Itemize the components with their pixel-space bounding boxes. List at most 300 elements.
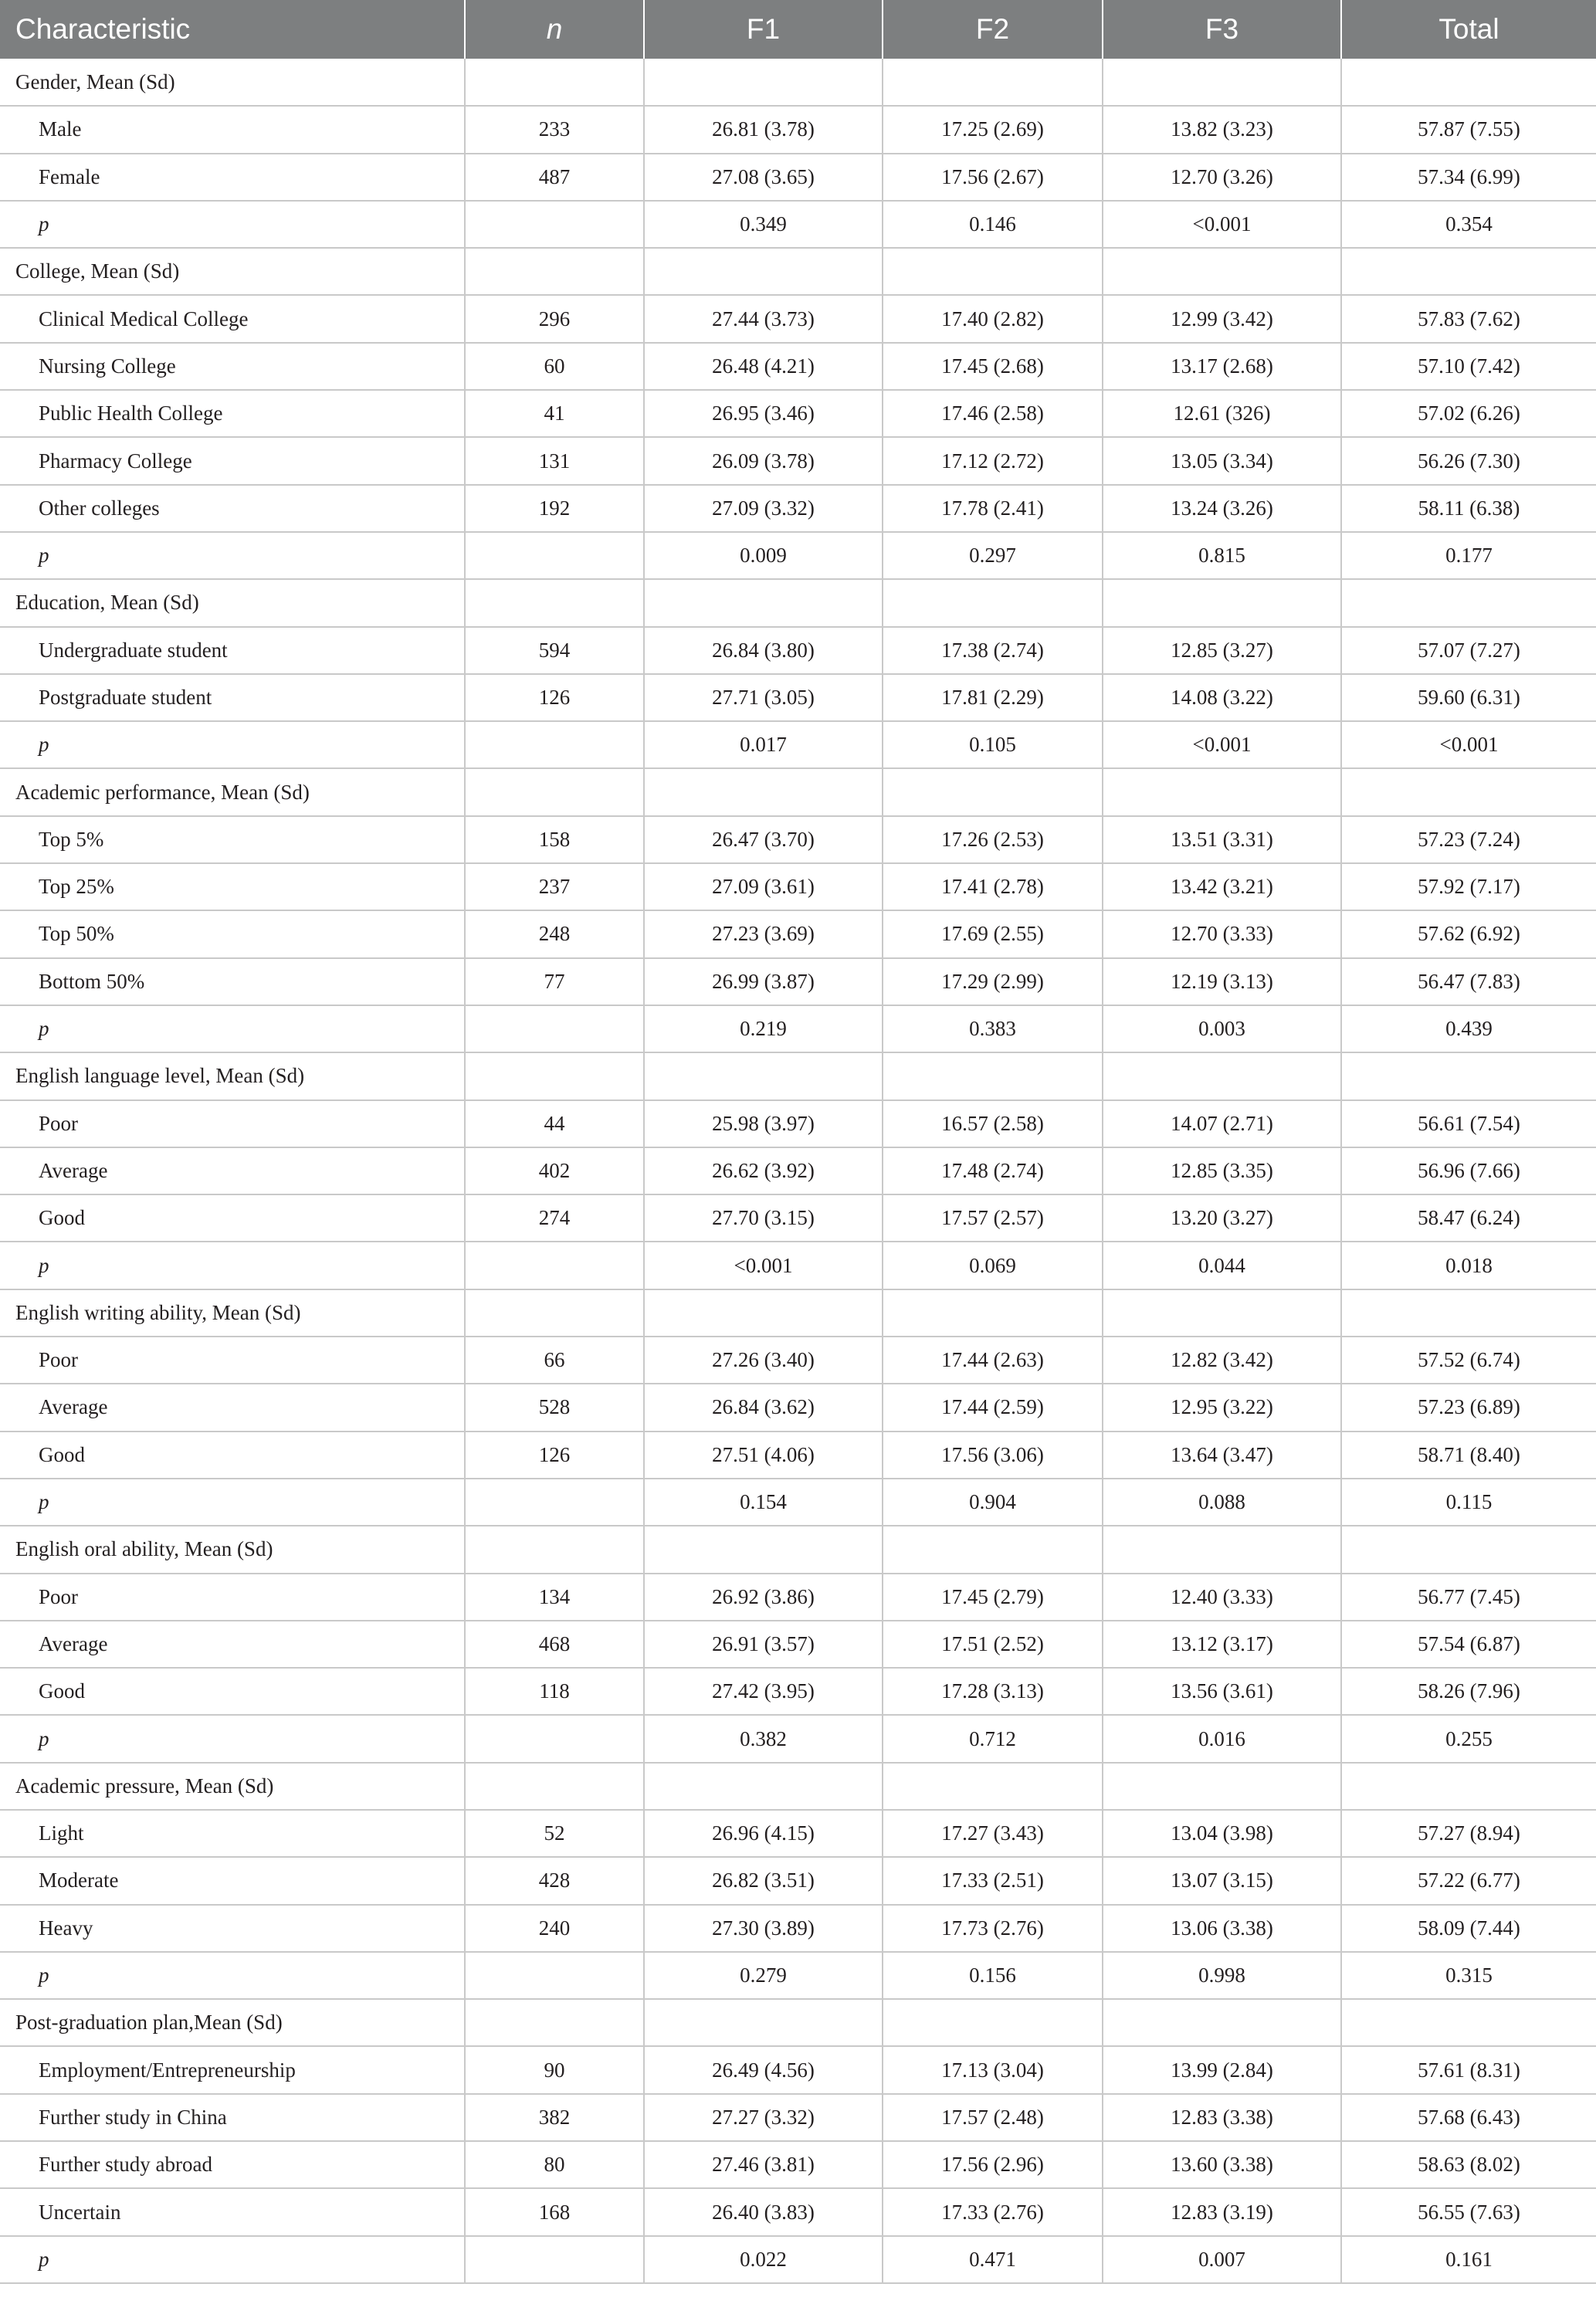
table-row: [0, 2046, 1596, 2093]
table-row: [0, 1668, 1596, 1715]
cell-f1: 0.382: [644, 1715, 883, 1762]
cell-characteristic: Pharmacy College: [0, 437, 465, 484]
header-total: Total: [1341, 0, 1596, 59]
cell-characteristic: Further study abroad: [0, 2141, 465, 2188]
cell-f2: 0.904: [883, 1479, 1103, 1526]
cell-n: 158: [465, 816, 644, 863]
cell-f3: [1103, 1289, 1341, 1337]
cell-characteristic: p: [0, 721, 465, 768]
p-value-row: [0, 1715, 1596, 1762]
cell-characteristic: English writing ability, Mean (Sd): [0, 1289, 465, 1337]
cell-f1: 27.71 (3.05): [644, 674, 883, 721]
cell-characteristic: Nursing College: [0, 343, 465, 390]
cell-f1: 0.219: [644, 1005, 883, 1052]
table-row: [0, 958, 1596, 1005]
cell-f3: 12.85 (3.35): [1103, 1147, 1341, 1194]
table-row: [0, 1574, 1596, 1621]
cell-characteristic: Male: [0, 106, 465, 153]
cell-f2: [883, 579, 1103, 626]
cell-total: 58.26 (7.96): [1341, 1668, 1596, 1715]
cell-characteristic: Undergraduate student: [0, 627, 465, 674]
cell-n: 118: [465, 1668, 644, 1715]
cell-f3: [1103, 59, 1341, 106]
cell-characteristic: p: [0, 532, 465, 579]
cell-n: [465, 532, 644, 579]
cell-f3: [1103, 1052, 1341, 1099]
cell-n: 528: [465, 1384, 644, 1431]
cell-f3: 12.85 (3.27): [1103, 627, 1341, 674]
table-row: [0, 343, 1596, 390]
cell-total: 57.54 (6.87): [1341, 1621, 1596, 1668]
cell-f1: 27.44 (3.73): [644, 295, 883, 342]
cell-f2: 17.44 (2.63): [883, 1337, 1103, 1384]
cell-f3: 0.998: [1103, 1952, 1341, 1999]
cell-f1: 0.009: [644, 532, 883, 579]
cell-f3: [1103, 1999, 1341, 2046]
cell-f1: [644, 1763, 883, 1810]
cell-f3: 12.40 (3.33): [1103, 1574, 1341, 1621]
cell-total: 58.09 (7.44): [1341, 1905, 1596, 1952]
cell-f1: 25.98 (3.97): [644, 1100, 883, 1147]
cell-f2: 17.45 (2.79): [883, 1574, 1103, 1621]
cell-n: 77: [465, 958, 644, 1005]
cell-f3: 12.99 (3.42): [1103, 295, 1341, 342]
group-header-row: [0, 1763, 1596, 1810]
cell-n: 237: [465, 863, 644, 910]
cell-n: [465, 1052, 644, 1099]
cell-n: 66: [465, 1337, 644, 1384]
cell-n: [465, 768, 644, 815]
cell-characteristic: Gender, Mean (Sd): [0, 59, 465, 106]
cell-f3: 13.82 (3.23): [1103, 106, 1341, 153]
cell-total: 0.439: [1341, 1005, 1596, 1052]
cell-characteristic: p: [0, 1242, 465, 1289]
cell-f1: 26.47 (3.70): [644, 816, 883, 863]
cell-characteristic: English oral ability, Mean (Sd): [0, 1526, 465, 1573]
cell-total: [1341, 248, 1596, 295]
table-row: [0, 816, 1596, 863]
cell-f1: 26.91 (3.57): [644, 1621, 883, 1668]
cell-f1: 26.92 (3.86): [644, 1574, 883, 1621]
cell-f2: 17.56 (2.67): [883, 154, 1103, 201]
cell-f1: [644, 1052, 883, 1099]
cell-characteristic: Uncertain: [0, 2188, 465, 2235]
cell-n: 248: [465, 910, 644, 957]
cell-f2: [883, 59, 1103, 106]
cell-f1: 27.70 (3.15): [644, 1194, 883, 1242]
table-row: [0, 1384, 1596, 1431]
cell-n: 126: [465, 1432, 644, 1479]
cell-f1: 26.81 (3.78): [644, 106, 883, 153]
cell-characteristic: Further study in China: [0, 2094, 465, 2141]
cell-n: 192: [465, 485, 644, 532]
cell-f3: 12.95 (3.22): [1103, 1384, 1341, 1431]
cell-total: 57.83 (7.62): [1341, 295, 1596, 342]
cell-total: 57.52 (6.74): [1341, 1337, 1596, 1384]
cell-characteristic: Top 50%: [0, 910, 465, 957]
cell-characteristic: Moderate: [0, 1857, 465, 1904]
cell-f1: [644, 1526, 883, 1573]
cell-f1: 0.279: [644, 1952, 883, 1999]
cell-f1: 0.349: [644, 201, 883, 248]
cell-total: 57.27 (8.94): [1341, 1810, 1596, 1857]
cell-characteristic: Postgraduate student: [0, 674, 465, 721]
cell-f2: 0.105: [883, 721, 1103, 768]
cell-total: [1341, 1763, 1596, 1810]
cell-total: 57.34 (6.99): [1341, 154, 1596, 201]
table-row: [0, 674, 1596, 721]
cell-total: 58.11 (6.38): [1341, 485, 1596, 532]
cell-n: 60: [465, 343, 644, 390]
cell-f1: 27.27 (3.32): [644, 2094, 883, 2141]
table-row: [0, 1100, 1596, 1147]
table-row: [0, 1337, 1596, 1384]
table-row: [0, 485, 1596, 532]
cell-f3: 12.83 (3.38): [1103, 2094, 1341, 2141]
cell-f2: 17.81 (2.29): [883, 674, 1103, 721]
p-value-row: [0, 2236, 1596, 2283]
cell-n: 296: [465, 295, 644, 342]
cell-f2: 0.383: [883, 1005, 1103, 1052]
cell-total: 57.87 (7.55): [1341, 106, 1596, 153]
cell-f2: 17.57 (2.57): [883, 1194, 1103, 1242]
cell-f1: 26.09 (3.78): [644, 437, 883, 484]
cell-f2: 17.56 (3.06): [883, 1432, 1103, 1479]
cell-f2: 17.12 (2.72): [883, 437, 1103, 484]
cell-n: 240: [465, 1905, 644, 1952]
cell-f2: [883, 1526, 1103, 1573]
cell-characteristic: English language level, Mean (Sd): [0, 1052, 465, 1099]
cell-f2: 17.45 (2.68): [883, 343, 1103, 390]
cell-f2: 17.78 (2.41): [883, 485, 1103, 532]
cell-f1: 0.022: [644, 2236, 883, 2283]
cell-f2: 0.146: [883, 201, 1103, 248]
cell-characteristic: p: [0, 201, 465, 248]
cell-characteristic: Top 5%: [0, 816, 465, 863]
cell-f3: 13.05 (3.34): [1103, 437, 1341, 484]
cell-characteristic: Clinical Medical College: [0, 295, 465, 342]
cell-f2: 0.712: [883, 1715, 1103, 1762]
cell-f3: 12.19 (3.13): [1103, 958, 1341, 1005]
cell-n: 80: [465, 2141, 644, 2188]
table-body: [0, 59, 1596, 2283]
cell-total: [1341, 1052, 1596, 1099]
cell-n: [465, 2236, 644, 2283]
p-value-row: [0, 721, 1596, 768]
cell-total: [1341, 768, 1596, 815]
cell-n: 44: [465, 1100, 644, 1147]
table-row: [0, 295, 1596, 342]
header-characteristic: Characteristic: [0, 0, 465, 59]
group-header-row: [0, 248, 1596, 295]
cell-f2: 0.069: [883, 1242, 1103, 1289]
cell-f3: [1103, 768, 1341, 815]
cell-total: 57.10 (7.42): [1341, 343, 1596, 390]
cell-f1: 27.09 (3.32): [644, 485, 883, 532]
cell-f2: 17.33 (2.76): [883, 2188, 1103, 2235]
cell-f2: [883, 1763, 1103, 1810]
cell-f1: 26.82 (3.51): [644, 1857, 883, 1904]
cell-total: 57.68 (6.43): [1341, 2094, 1596, 2141]
header-f1: F1: [644, 0, 883, 59]
cell-f1: 0.017: [644, 721, 883, 768]
cell-f3: 13.99 (2.84): [1103, 2046, 1341, 2093]
cell-total: 56.77 (7.45): [1341, 1574, 1596, 1621]
cell-f1: 27.42 (3.95): [644, 1668, 883, 1715]
table-row: [0, 154, 1596, 201]
cell-characteristic: Poor: [0, 1574, 465, 1621]
table-row: [0, 2188, 1596, 2235]
cell-f2: 17.51 (2.52): [883, 1621, 1103, 1668]
cell-n: 90: [465, 2046, 644, 2093]
cell-total: 56.55 (7.63): [1341, 2188, 1596, 2235]
cell-characteristic: Top 25%: [0, 863, 465, 910]
cell-f2: 17.46 (2.58): [883, 390, 1103, 437]
cell-f3: 13.04 (3.98): [1103, 1810, 1341, 1857]
cell-f2: 17.38 (2.74): [883, 627, 1103, 674]
cell-characteristic: Average: [0, 1621, 465, 1668]
cell-n: [465, 579, 644, 626]
cell-n: [465, 721, 644, 768]
cell-f3: [1103, 579, 1341, 626]
cell-f2: 17.73 (2.76): [883, 1905, 1103, 1952]
cell-characteristic: Poor: [0, 1100, 465, 1147]
cell-n: [465, 1242, 644, 1289]
cell-f3: [1103, 1763, 1341, 1810]
cell-f2: [883, 1289, 1103, 1337]
cell-characteristic: Good: [0, 1668, 465, 1715]
cell-n: [465, 1715, 644, 1762]
cell-characteristic: Heavy: [0, 1905, 465, 1952]
cell-f1: 27.26 (3.40): [644, 1337, 883, 1384]
cell-f2: 17.48 (2.74): [883, 1147, 1103, 1194]
table-row: [0, 1810, 1596, 1857]
cell-f2: 0.297: [883, 532, 1103, 579]
cell-f2: [883, 768, 1103, 815]
cell-f1: 27.30 (3.89): [644, 1905, 883, 1952]
cell-characteristic: Good: [0, 1432, 465, 1479]
cell-f1: 27.08 (3.65): [644, 154, 883, 201]
cell-n: 274: [465, 1194, 644, 1242]
cell-f3: <0.001: [1103, 201, 1341, 248]
cell-n: 134: [465, 1574, 644, 1621]
cell-f1: 26.99 (3.87): [644, 958, 883, 1005]
cell-f3: 12.83 (3.19): [1103, 2188, 1341, 2235]
table-row: [0, 2141, 1596, 2188]
cell-f1: 27.23 (3.69): [644, 910, 883, 957]
cell-f2: 17.56 (2.96): [883, 2141, 1103, 2188]
table-row: [0, 1432, 1596, 1479]
cell-f3: 13.06 (3.38): [1103, 1905, 1341, 1952]
cell-f2: 17.33 (2.51): [883, 1857, 1103, 1904]
cell-f2: [883, 1052, 1103, 1099]
group-header-row: [0, 1289, 1596, 1337]
cell-f2: 0.156: [883, 1952, 1103, 1999]
group-header-row: [0, 59, 1596, 106]
cell-n: 41: [465, 390, 644, 437]
cell-total: 56.61 (7.54): [1341, 1100, 1596, 1147]
cell-characteristic: Light: [0, 1810, 465, 1857]
cell-total: 0.315: [1341, 1952, 1596, 1999]
cell-n: 428: [465, 1857, 644, 1904]
cell-n: [465, 1479, 644, 1526]
p-value-row: [0, 201, 1596, 248]
cell-n: [465, 248, 644, 295]
cell-f1: 26.84 (3.80): [644, 627, 883, 674]
cell-n: [465, 201, 644, 248]
cell-f2: 17.29 (2.99): [883, 958, 1103, 1005]
cell-characteristic: Good: [0, 1194, 465, 1242]
cell-f1: 26.96 (4.15): [644, 1810, 883, 1857]
cell-total: 58.71 (8.40): [1341, 1432, 1596, 1479]
cell-f1: 26.95 (3.46): [644, 390, 883, 437]
cell-n: [465, 1289, 644, 1337]
cell-n: 402: [465, 1147, 644, 1194]
cell-n: 131: [465, 437, 644, 484]
cell-f3: 13.20 (3.27): [1103, 1194, 1341, 1242]
cell-total: 0.255: [1341, 1715, 1596, 1762]
group-header-row: [0, 1526, 1596, 1573]
cell-total: 56.96 (7.66): [1341, 1147, 1596, 1194]
p-value-row: [0, 1479, 1596, 1526]
cell-f1: [644, 579, 883, 626]
cell-total: 59.60 (6.31): [1341, 674, 1596, 721]
cell-n: 594: [465, 627, 644, 674]
cell-total: 57.22 (6.77): [1341, 1857, 1596, 1904]
cell-total: 58.63 (8.02): [1341, 2141, 1596, 2188]
p-value-row: [0, 1005, 1596, 1052]
cell-characteristic: Bottom 50%: [0, 958, 465, 1005]
cell-n: 487: [465, 154, 644, 201]
cell-f1: [644, 1289, 883, 1337]
cell-f3: 13.60 (3.38): [1103, 2141, 1341, 2188]
table-row: [0, 1147, 1596, 1194]
cell-f1: [644, 248, 883, 295]
cell-characteristic: Post-graduation plan,Mean (Sd): [0, 1999, 465, 2046]
table-row: [0, 2094, 1596, 2141]
cell-f1: 27.09 (3.61): [644, 863, 883, 910]
header-row: [0, 0, 1596, 59]
table-row: [0, 1621, 1596, 1668]
cell-total: <0.001: [1341, 721, 1596, 768]
cell-f3: 12.70 (3.33): [1103, 910, 1341, 957]
p-value-row: [0, 532, 1596, 579]
header-f3: F3: [1103, 0, 1341, 59]
cell-f1: 26.48 (4.21): [644, 343, 883, 390]
cell-n: 126: [465, 674, 644, 721]
cell-total: 0.161: [1341, 2236, 1596, 2283]
cell-n: 52: [465, 1810, 644, 1857]
cell-f3: 13.56 (3.61): [1103, 1668, 1341, 1715]
cell-f3: [1103, 1526, 1341, 1573]
cell-f2: [883, 1999, 1103, 2046]
cell-characteristic: Academic performance, Mean (Sd): [0, 768, 465, 815]
cell-f1: [644, 1999, 883, 2046]
cell-total: 0.354: [1341, 201, 1596, 248]
cell-characteristic: Average: [0, 1147, 465, 1194]
cell-total: 57.02 (6.26): [1341, 390, 1596, 437]
cell-total: 57.23 (6.89): [1341, 1384, 1596, 1431]
cell-f2: 17.41 (2.78): [883, 863, 1103, 910]
cell-f3: 0.003: [1103, 1005, 1341, 1052]
cell-f1: 26.84 (3.62): [644, 1384, 883, 1431]
cell-f2: 17.69 (2.55): [883, 910, 1103, 957]
cell-characteristic: p: [0, 1715, 465, 1762]
table-row: [0, 1857, 1596, 1904]
table-row: [0, 863, 1596, 910]
cell-n: [465, 1526, 644, 1573]
cell-f1: [644, 768, 883, 815]
cell-f2: 17.40 (2.82): [883, 295, 1103, 342]
cell-f3: 0.007: [1103, 2236, 1341, 2283]
cell-f1: [644, 59, 883, 106]
cell-f3: 13.17 (2.68): [1103, 343, 1341, 390]
cell-n: 468: [465, 1621, 644, 1668]
cell-total: 0.115: [1341, 1479, 1596, 1526]
cell-f3: 14.08 (3.22): [1103, 674, 1341, 721]
cell-n: [465, 1005, 644, 1052]
cell-f3: 12.70 (3.26): [1103, 154, 1341, 201]
cell-f3: 13.24 (3.26): [1103, 485, 1341, 532]
cell-total: [1341, 59, 1596, 106]
cell-f1: 27.46 (3.81): [644, 2141, 883, 2188]
cell-characteristic: p: [0, 1479, 465, 1526]
cell-f2: 17.13 (3.04): [883, 2046, 1103, 2093]
cell-f3: 13.07 (3.15): [1103, 1857, 1341, 1904]
cell-f3: 13.64 (3.47): [1103, 1432, 1341, 1479]
cell-f1: 26.49 (4.56): [644, 2046, 883, 2093]
cell-total: 0.177: [1341, 532, 1596, 579]
group-header-row: [0, 1999, 1596, 2046]
p-value-row: [0, 1952, 1596, 1999]
cell-f1: 26.40 (3.83): [644, 2188, 883, 2235]
cell-n: 233: [465, 106, 644, 153]
cell-n: [465, 1952, 644, 1999]
cell-f3: 13.42 (3.21): [1103, 863, 1341, 910]
p-value-row: [0, 1242, 1596, 1289]
cell-f1: <0.001: [644, 1242, 883, 1289]
group-header-row: [0, 768, 1596, 815]
cell-total: 56.47 (7.83): [1341, 958, 1596, 1005]
cell-f1: 26.62 (3.92): [644, 1147, 883, 1194]
cell-characteristic: Poor: [0, 1337, 465, 1384]
cell-total: 0.018: [1341, 1242, 1596, 1289]
cell-total: 58.47 (6.24): [1341, 1194, 1596, 1242]
cell-total: [1341, 1999, 1596, 2046]
cell-f3: 12.61 (326): [1103, 390, 1341, 437]
table-row: [0, 910, 1596, 957]
table-row: [0, 437, 1596, 484]
cell-n: [465, 1763, 644, 1810]
cell-f3: 0.088: [1103, 1479, 1341, 1526]
cell-characteristic: p: [0, 2236, 465, 2283]
cell-characteristic: Average: [0, 1384, 465, 1431]
cell-characteristic: Employment/Entrepreneurship: [0, 2046, 465, 2093]
cell-total: 57.23 (7.24): [1341, 816, 1596, 863]
cell-f2: 17.27 (3.43): [883, 1810, 1103, 1857]
cell-total: 56.26 (7.30): [1341, 437, 1596, 484]
cell-f3: 13.12 (3.17): [1103, 1621, 1341, 1668]
cell-f3: 14.07 (2.71): [1103, 1100, 1341, 1147]
cell-total: [1341, 1526, 1596, 1573]
cell-n: 168: [465, 2188, 644, 2235]
table-row: [0, 106, 1596, 153]
cell-total: 57.61 (8.31): [1341, 2046, 1596, 2093]
cell-characteristic: Other colleges: [0, 485, 465, 532]
cell-f3: 12.82 (3.42): [1103, 1337, 1341, 1384]
cell-f3: 0.016: [1103, 1715, 1341, 1762]
cell-n: [465, 1999, 644, 2046]
